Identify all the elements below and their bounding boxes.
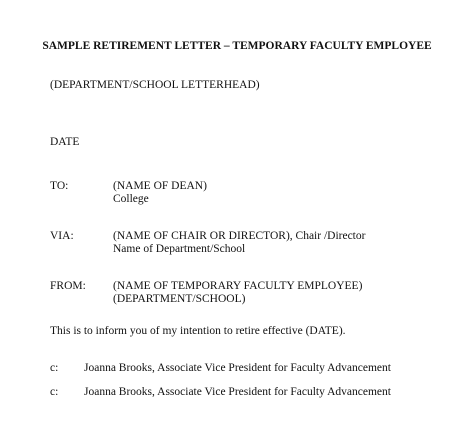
from-department: (DEPARTMENT/SCHOOL) bbox=[113, 293, 246, 305]
letter-title: SAMPLE RETIREMENT LETTER – TEMPORARY FACULTY EMPLOYEE bbox=[42, 40, 432, 52]
cc-recipient: Joanna Brooks, Associate Vice President for Faculty Advancement bbox=[84, 386, 391, 398]
cc-label: c: bbox=[50, 362, 59, 374]
letter-body: This is to inform you of my intention to retire effective (DATE). bbox=[50, 325, 346, 337]
to-label: TO: bbox=[50, 180, 69, 192]
from-label: FROM: bbox=[50, 280, 86, 292]
via-label: VIA: bbox=[50, 230, 74, 242]
via-name: (NAME OF CHAIR OR DIRECTOR), Chair /Director bbox=[113, 230, 366, 242]
letterhead-placeholder: (DEPARTMENT/SCHOOL LETTERHEAD) bbox=[50, 79, 260, 91]
cc-label: c: bbox=[50, 386, 59, 398]
via-department: Name of Department/School bbox=[113, 243, 246, 255]
to-college: College bbox=[113, 193, 149, 205]
from-name: (NAME OF TEMPORARY FACULTY EMPLOYEE) bbox=[113, 280, 363, 292]
to-name: (NAME OF DEAN) bbox=[113, 180, 207, 192]
date-placeholder: DATE bbox=[50, 136, 80, 148]
cc-recipient: Joanna Brooks, Associate Vice President for Faculty Advancement bbox=[84, 362, 391, 374]
